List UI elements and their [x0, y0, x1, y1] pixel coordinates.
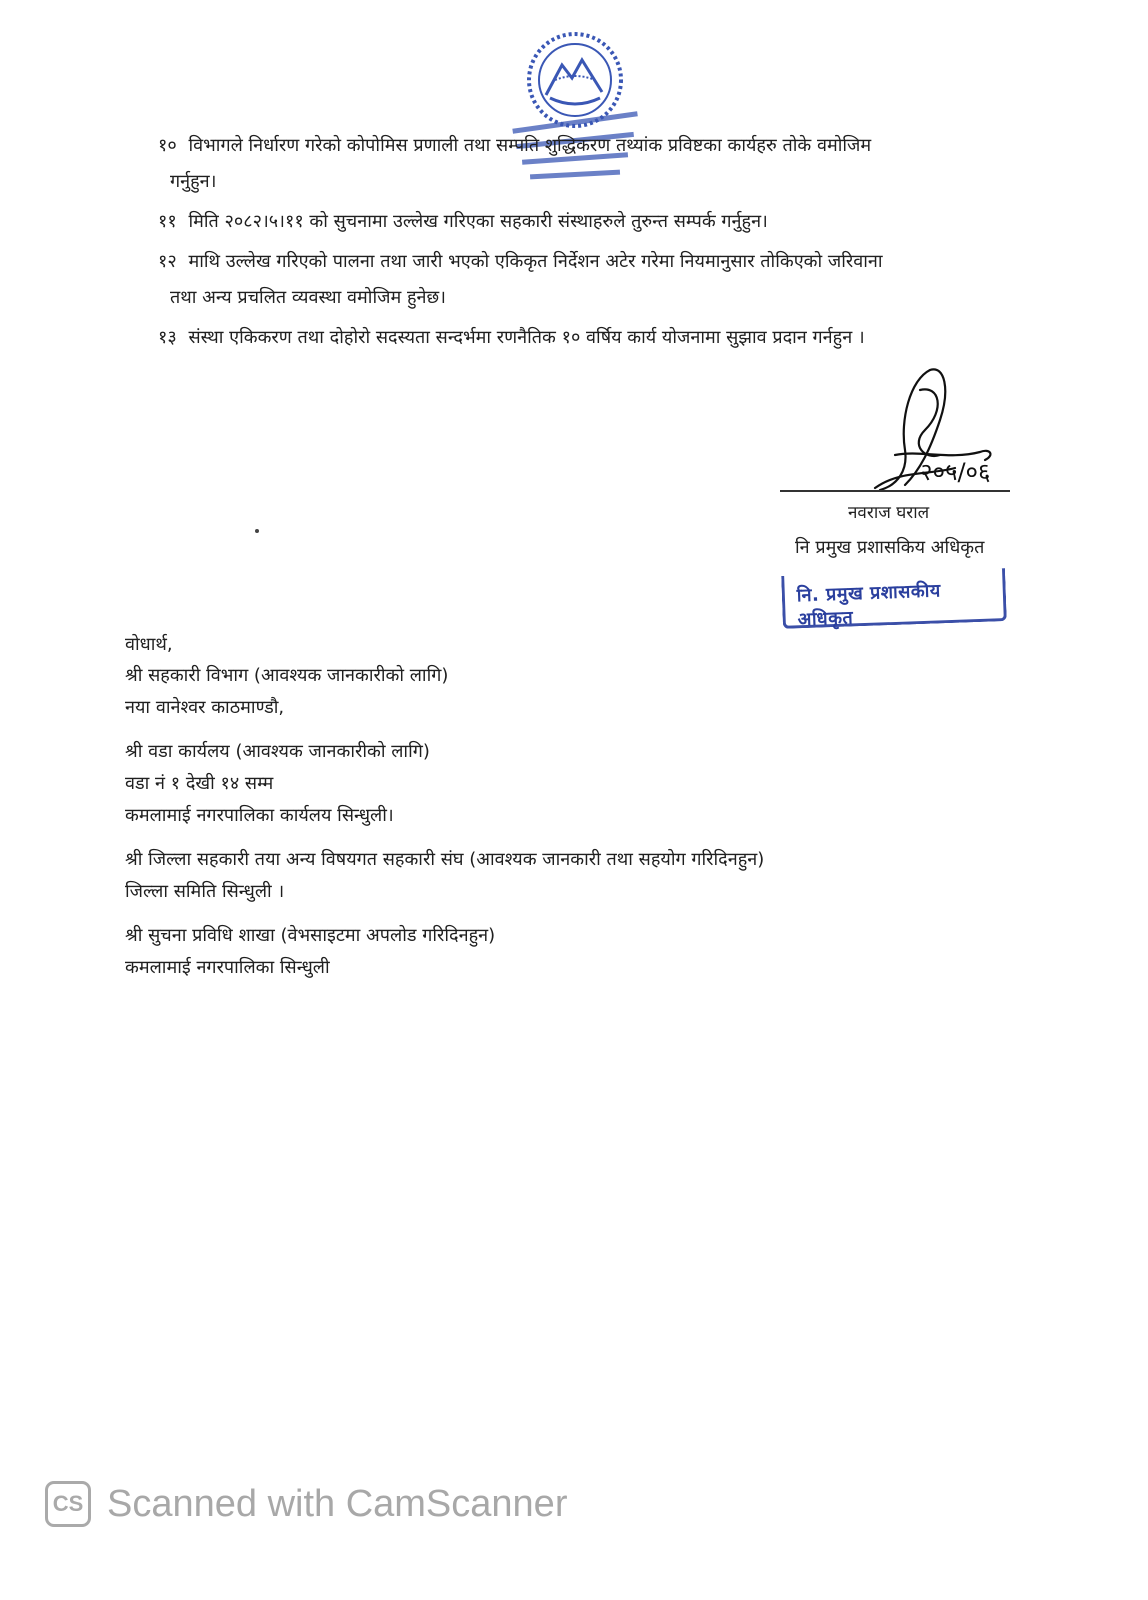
handwritten-signature: [780, 360, 1020, 500]
distribution-group: [125, 920, 945, 984]
distribution-line: कमलामाई नगरपालिका कार्यलय सिन्धुली।: [125, 805, 394, 826]
point-number: १०: [158, 135, 177, 156]
point-number: ११: [158, 211, 177, 232]
svg-text:२०५/०६: २०५/०६: [920, 458, 991, 486]
camscanner-watermark: [45, 1478, 567, 1530]
distribution-line: श्री सुचना प्रविधि शाखा (वेभसाइटमा अपलोड गरिदिनहुन): [125, 925, 496, 946]
distribution-line: नया वानेश्वर काठमाण्डौ,: [125, 697, 285, 718]
signer-title: नि प्रमुख प्रशासकिय अधिकृत: [795, 537, 985, 558]
signature-line: [780, 490, 1010, 492]
distribution-line: कमलामाई नगरपालिका सिन्धुली: [125, 957, 330, 978]
designation-stamp: [781, 568, 1007, 629]
camscanner-logo-icon: CS: [45, 1481, 91, 1527]
point-item: [158, 128, 1018, 200]
distribution-line: श्री वडा कार्यलय (आवश्यक जानकारीको लागि): [125, 741, 430, 762]
point-number: १३: [158, 327, 177, 348]
watermark-text: Scanned with CamScanner: [107, 1482, 568, 1525]
point-number: १२: [158, 251, 177, 272]
distribution-list: [125, 630, 945, 996]
signer-name: नवराज घराल: [848, 503, 930, 523]
numbered-points: [158, 128, 1018, 360]
ink-dot: [255, 529, 259, 533]
point-item: [158, 320, 1018, 356]
stamp-text: नि. प्रमुख प्रशासकीय अधिकृत: [796, 580, 942, 631]
point-text-continued: तथा अन्य प्रचलित व्यवस्था वमोजिम हुनेछ।: [170, 287, 446, 308]
distribution-line: जिल्ला समिति सिन्धुली ।: [125, 881, 285, 902]
point-text: मिति २०८२।५।११ को सुचनामा उल्लेख गरिएका सहकारी संस्थाहरुले तुरुन्त सम्पर्क गर्नुहुन।: [188, 211, 768, 232]
point-text: माथि उल्लेख गरिएको पालना तथा जारी भएको एकिकृत निर्देशन अटेर गरेमा नियमानुसार तोकिएको जरिवाना: [188, 251, 883, 272]
distribution-line: वडा नं १ देखी १४ सम्म: [125, 773, 274, 794]
point-item: [158, 204, 1018, 240]
distribution-group: [125, 844, 945, 908]
distribution-group: [125, 660, 945, 724]
distribution-heading: वोधार्थ,: [125, 634, 173, 655]
distribution-line: श्री सहकारी विभाग (आवश्यक जानकारीको लागि): [125, 665, 449, 686]
distribution-line: श्री जिल्ला सहकारी तया अन्य विषयगत सहकारी संघ (आवश्यक जानकारी तथा सहयोग गरिदिनहुन): [125, 849, 765, 870]
point-item: [158, 244, 1018, 316]
distribution-group: [125, 736, 945, 832]
point-text: संस्था एकिकरण तथा दोहोरो सदस्यता सन्दर्भमा रणनैतिक १० वर्षिय कार्य योजनामा सुझाव प्रदान गर्नहुन ।: [188, 327, 865, 348]
point-text-continued: गर्नुहुन।: [170, 171, 217, 192]
point-text: विभागले निर्धारण गरेको कोपोमिस प्रणाली तथा सम्पति शुद्धिकरण तथ्यांक प्रविष्टका कार्यहरु तोके वमोजिम: [188, 135, 872, 156]
